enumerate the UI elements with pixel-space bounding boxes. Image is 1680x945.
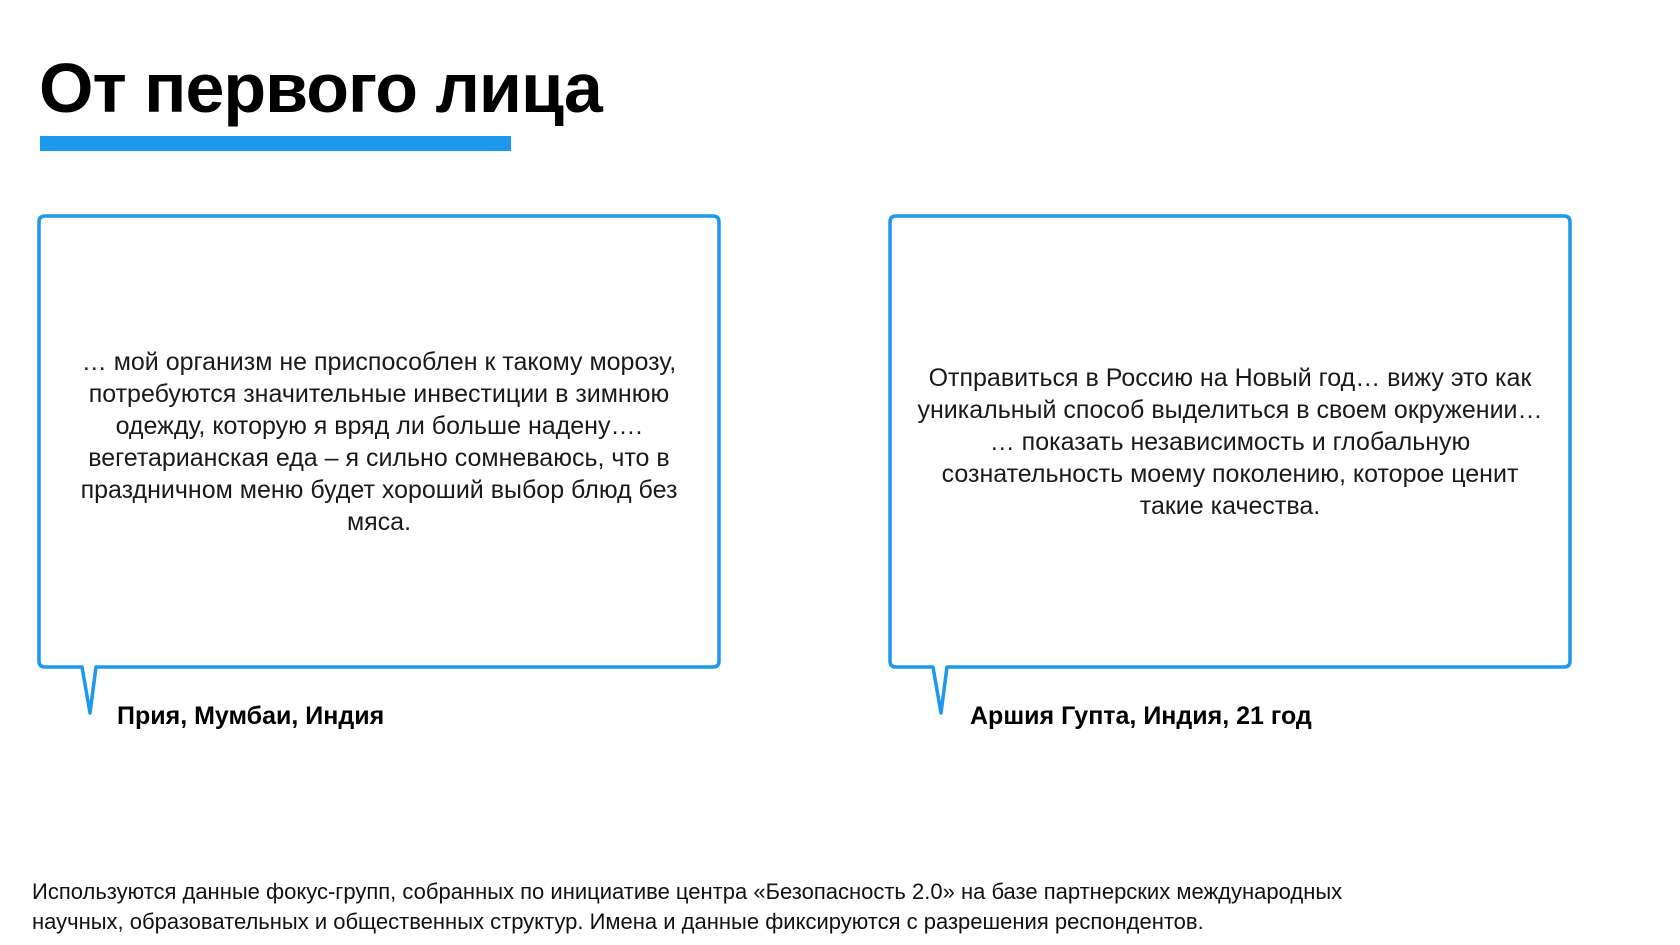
quote-text [911, 215, 1549, 668]
quote-line: такие качества. [1139, 491, 1321, 520]
quote-line: … мой организм не приспособлен к такому морозу, [81, 347, 677, 376]
quote-author: Аршия Гупта, Индия, 21 год [970, 702, 1312, 730]
quote-line: праздничном меню будет хороший выбор блюд без [80, 475, 678, 504]
quote-author: Прия, Мумбаи, Индия [117, 702, 385, 730]
quote-line: одежду, которую я вряд ли больше надену…. [115, 411, 643, 440]
footnote-line: Используются данные фокус-групп, собранных по инициативе центра «Безопасность 2.0» на базе партнерских международных [32, 879, 1343, 904]
slide-title: От первого лица [39, 49, 602, 127]
title-underline [40, 136, 511, 151]
quote-line: потребуются значительные инвестиции в зимнюю [88, 379, 670, 408]
quote-line: вегетарианская еда – я сильно сомневаюсь, что в [88, 443, 670, 472]
quote-line: мяса. [346, 507, 412, 536]
quote-text [60, 215, 698, 668]
quote-line: … показать независимость и глобальную [989, 427, 1471, 456]
quote-line: Отправиться в Россию на Новый год… вижу это как [928, 363, 1532, 392]
footnote-line: научных, образовательных и общественных структур. Имена и данные фиксируются с разрешения респондентов. [32, 909, 1204, 934]
quote-bubble-arshiya [889, 215, 1571, 668]
footnote [32, 877, 1342, 937]
quote-line: уникальный способ выделиться в своем окружении… [917, 395, 1543, 424]
quote-line: сознательность моему поколению, которое ценит [941, 459, 1519, 488]
quote-bubble-priya [38, 215, 720, 668]
